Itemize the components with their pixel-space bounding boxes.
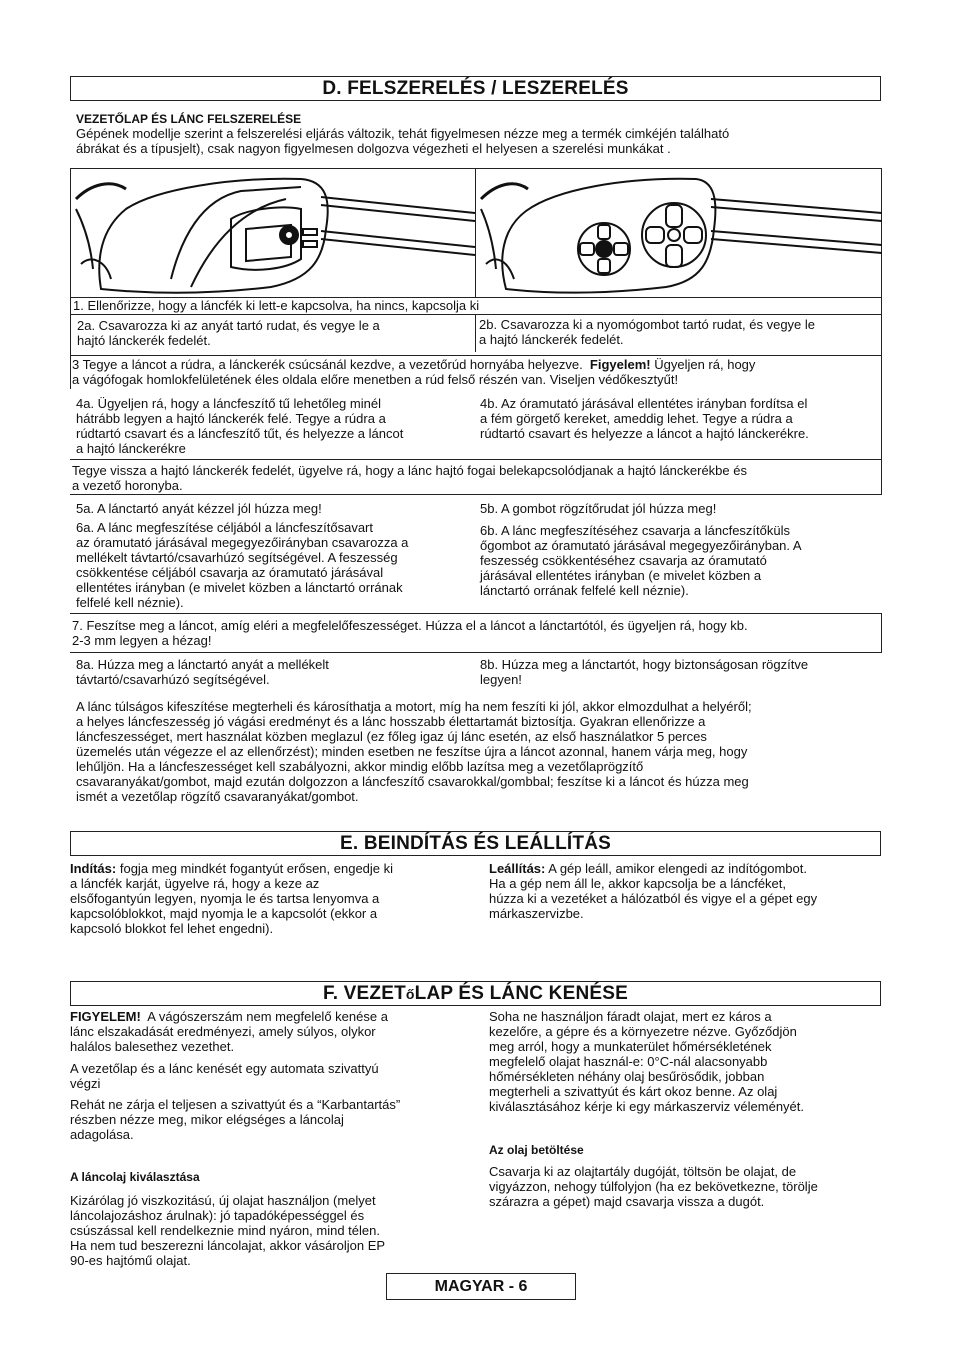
oil-fill-text: Csavarja ki az olajtartály dugóját, töltsön be olajat, de vigyázzon, nehogy túlfolyjon (ha ez bekövetkezne, törölje szárazra a gépet) majd csavarja vissza a dugót. <box>489 1164 818 1209</box>
row-line <box>70 459 882 460</box>
chainsaw-figure-a <box>71 169 475 297</box>
step-5a-text: 5a. A lánctartó anyát kézzel jól húzza meg! <box>76 501 322 516</box>
start-text-first: fogja meg mindkét fogantyút erősen, engedje ki <box>119 861 394 876</box>
step-4b-text: 4b. Az óramutató járásával ellentétes irányban fordítsa el a fém görgető kereket, ameddig lehet. Tegye a rúdra a rúdtartó csavart és helyezze a láncot a hajtó lánckerékre. <box>480 396 809 441</box>
chainsaw-figure-b <box>476 169 882 297</box>
intro-line-1: Gépének modellje szerint a felszerelési eljárás változik, tehát figyelmesen nézze meg a termék cimkéjén található <box>76 126 730 141</box>
row-line <box>70 652 882 653</box>
row-line <box>70 494 882 495</box>
step-6a-text: 6a. A lánc megfeszítése céljából a láncfeszítősavart az óramutató járásával megegyezőirányban csavarozza a mellékelt távtartó/csavarhúzó segítségével. A feszesség csökkentése céljából csavarja az óramutató járásával ellentétes irányban (e mivelet közben a lánctartó orrának felfelé kell néznie). <box>76 520 409 610</box>
section-f-title-small: ő <box>405 986 415 1002</box>
start-paragraph <box>70 861 470 936</box>
section-f-title-part2: LAP ÉS LÁNC KENÉSE <box>414 983 628 1004</box>
warning-text-rest: lánc elszakadását eredményezi, amely súlyos, olykor halálos balesethez vezethet. <box>70 1024 376 1054</box>
oil-choice-heading: A láncolaj kiválasztása <box>70 1170 200 1184</box>
stop-label: Leállítás: <box>489 861 546 876</box>
step-8a-text: 8a. Húzza meg a lánctartó anyát a mellékelt távtartó/csavarhúzó segítségével. <box>76 657 329 687</box>
right-border <box>881 352 882 389</box>
start-label: Indítás: <box>70 861 117 876</box>
section-f-title-part1: F. VEZET <box>323 983 406 1004</box>
step-3-warning: Figyelem! <box>589 357 651 372</box>
start-text-rest: a láncfék karját, ügyelve rá, hogy a keze az elsőfogantyún legyen, nyomja le és tartsa lenyomva a kapcsolóblokkot, majd nyomja le a kapcsolót (ekkor a kapcsoló blokkot fel lehet engedni). <box>70 876 380 936</box>
warning-label: FIGYELEM! <box>70 1009 141 1024</box>
step-3-pre: 3 Tegye a láncot a rúdra, a lánckerék csúcsánál kezdve, a vezetőrúd hornyába helyezve. <box>72 357 583 372</box>
row-line <box>71 314 881 315</box>
tension-note: A lánc túlságos kifeszítése megterheli és károsíthatja a motort, míg ha nem feszíti ki jól, akkor elmozdulhat a helyéről; a helyes láncfeszesség jó vágási eredményt és a lánc hosszabb élettartamát biztosítja. Gyakran ellenőrizze a láncfeszességet, mert használat közben meglazul (ez főleg igaz új lánc esetén, az első használatkor 5 perces üzemelés után végezze el az ellenőrzést); minden esetben ne feszítse újra a láncot azonnal, hanem várja meg, hogy lehűljön. Ha a láncfeszességet kell szabályozni, akkor mindig előbb lazítsa meg a vezetőlaprögzítő csavaranyákat/gombot, majd ezután dolgozzon a láncfeszítő csavarokkal/gombbal; feszítse ki a láncot és húzza meg ismét a vezetőlap rögzítő csavaranyákat/gombot. <box>76 699 752 804</box>
step-3-line-1 <box>72 357 882 372</box>
step-6b-text: 6b. A lánc megfeszítéséhez csavarja a láncfeszítőküls őgombot az óramutató járásával megegyezőirányban. A feszesség csökkentéséhez csavarja az óramutató járásával ellentétes irányban (e mivelet közben a lánctartó orrának felfelé kell néznie). <box>480 523 802 598</box>
auto-pump-text: A vezetőlap és a lánc kenését egy automata szivattyú végzi <box>70 1061 379 1091</box>
step-4a-text: 4a. Ügyeljen rá, hogy a láncfeszítő tű lehetőleg minél hátrább legyen a hajtó lánckerék felé. Tegye a rúdra a rúdtartó csavart és a láncfeszítő tűt, és helyezze a láncot a hajtó lánckerékre <box>76 396 404 456</box>
section-e-title: E. BEINDÍTÁS ÉS LEÁLLÍTÁS <box>70 831 881 856</box>
step-5b-text: 5b. A gombot rögzítőrudat jól húzza meg! <box>480 501 717 516</box>
right-border <box>881 389 882 494</box>
cover-refit-text: Tegye vissza a hajtó lánckerék fedelét, ügyelve rá, hogy a lánc hajtó fogai belekapcsolódjanak a hajtó lánckerékbe és a vezető horonyba. <box>72 463 747 493</box>
section-f-title <box>70 981 881 1006</box>
step-8b-text: 8b. Húzza meg a lánctartót, hogy biztonságosan rögzítve legyen! <box>480 657 809 687</box>
page-footer: MAGYAR - 6 <box>386 1273 576 1300</box>
step-2a-text: 2a. Csavarozza ki az anyát tartó rudat, és vegye le a hajtó lánckerék fedelét. <box>77 318 380 348</box>
row-line <box>70 613 882 614</box>
stop-text-rest: Ha a gép nem áll le, akkor kapcsolja be a láncféket, húzza ki a vezetéket a hálózatból és vigye el a gépet egy márkaszervizbe. <box>489 876 818 921</box>
pump-check-text: Rehát ne zárja el teljesen a szivattyút és a “Karbantartás” részben nézze meg, mikor elégséges a láncolaj adagolása. <box>70 1097 401 1142</box>
right-border <box>881 613 882 653</box>
subheading-bar-chain-install: VEZETŐLAP ÉS LÁNC FELSZERELÉSE <box>76 112 302 126</box>
stop-paragraph <box>489 861 889 921</box>
step-1-text: 1. Ellenőrizze, hogy a láncfék ki lett-e kapcsolva, ha nincs, kapcsolja ki <box>73 298 480 313</box>
figure-grid <box>70 168 882 356</box>
warning-paragraph <box>70 1009 480 1054</box>
cell-divider <box>475 314 476 352</box>
intro-line-2: ábrákat és a típusjelt), csak nagyon figyelmesen dolgozva végezheti el helyesen a szerelési munkákat . <box>76 141 671 156</box>
step-3-post: Ügyeljen rá, hogy <box>654 357 756 372</box>
used-oil-text: Soha ne használjon fáradt olajat, mert ez káros a kezelőre, a gépre és a környezetre nézve. Győződjön meg arról, hogy a munkaterület hőmérsékletének megfelelő olajat használ-e: 0°C-nál alacsonyabb hőmérsékleten néhány olaj besűrösődik, jobban megterheli a szivattyút és kárt okoz benne. Az olaj kiválasztásához kérje ki egy márkaszerviz véleményét. <box>489 1009 805 1114</box>
section-d-title: D. FELSZERELÉS / LESZERELÉS <box>70 76 881 101</box>
step-7-text: 7. Feszítse meg a láncot, amíg eléri a megfelelőfeszességet. Húzza el a láncot a lánctartótól, és ügyeljen rá, hogy kb. 2-3 mm legyen a hézag! <box>72 618 748 648</box>
oil-choice-text: Kizárólag jó viszkozitású, új olajat használjon (melyet láncolajozáshoz árulnak): jó tapadóképességgel és csúszással kell rendelkeznie mind nyáron, mind télen. Ha nem tud beszerezni láncolajat, akkor vásároljon EP 90-es hajtómű olajat. <box>70 1193 386 1268</box>
left-border <box>70 352 71 389</box>
stop-text-first: A gép leáll, amikor elengedi az indítógombot. <box>548 861 807 876</box>
oil-fill-heading: Az olaj betöltése <box>489 1143 584 1157</box>
step-3-line-2: a vágófogak homlokfelületének éles oldala előre menetben a rúd felső részén van. Viseljen védőkesztyűt! <box>72 372 679 387</box>
step-2b-text: 2b. Csavarozza ki a nyomógombot tartó rudat, és vegye le a hajtó lánckerék fedelét. <box>479 317 816 347</box>
warning-text-first: A vágószerszám nem megfelelő kenése a <box>147 1009 388 1024</box>
